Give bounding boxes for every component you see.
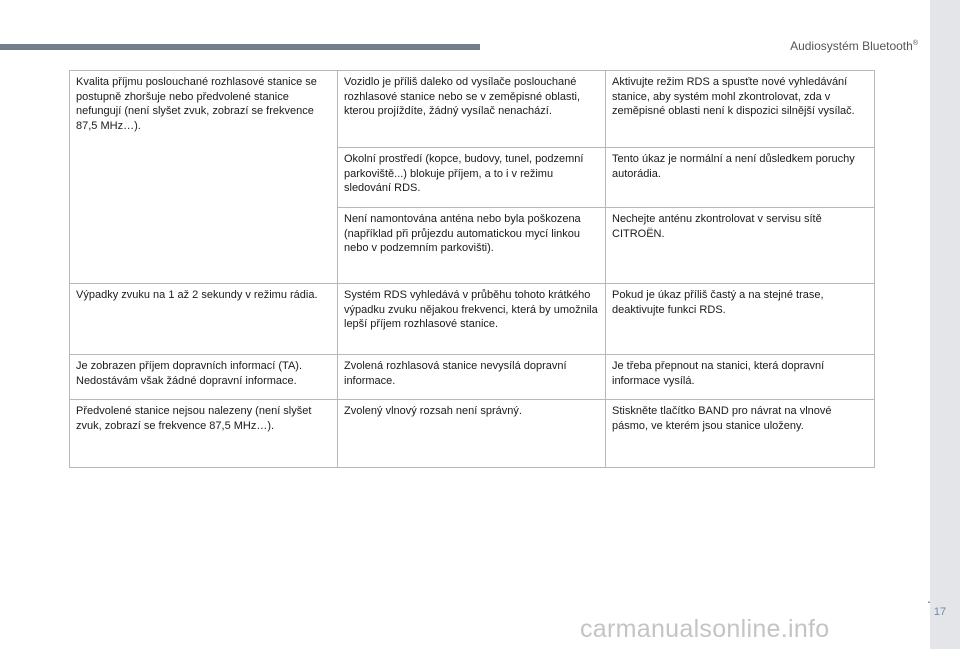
- table-row: [70, 71, 875, 148]
- problem-cell: Předvolené stanice nejsou nalezeny (není slyšet zvuk, zobrazí se frekvence 87,5 MHz…).: [70, 400, 338, 468]
- page-header: [790, 39, 918, 53]
- solution-cell: Pokud je úkaz příliš častý a na stejné trase, deaktivujte funkci RDS.: [606, 284, 875, 355]
- cause-cell: Zvolený vlnový rozsah není správný.: [338, 400, 606, 468]
- watermark: carmanualsonline.info: [580, 615, 830, 643]
- cause-cell: Systém RDS vyhledává v průběhu tohoto krátkého výpadku zvuku nějakou frekvenci, která by umožnila lepší příjem rozhlasové stanice.: [338, 284, 606, 355]
- problem-cell: Výpadky zvuku na 1 až 2 sekundy v režimu rádia.: [70, 284, 338, 355]
- table-row: [70, 284, 875, 355]
- troubleshooting-table: [69, 70, 875, 468]
- cause-cell: Zvolená rozhlasová stanice nevysílá dopravní informace.: [338, 355, 606, 400]
- page-number: 17: [933, 606, 947, 618]
- solution-cell: Nechejte anténu zkontrolovat v servisu sítě CITROËN.: [606, 208, 875, 284]
- solution-cell: Stiskněte tlačítko BAND pro návrat na vlnové pásmo, ve kterém jsou stanice uloženy.: [606, 400, 875, 468]
- problem-cell: Kvalita příjmu poslouchané rozhlasové stanice se postupně zhoršuje nebo předvolené stanice nefungují (není slyšet zvuk, zobrazí se frekvence 87,5 MHz…).: [70, 71, 338, 284]
- cause-cell: Vozidlo je příliš daleko od vysílače poslouchané rozhlasové stanice nebo se v zeměpisné oblasti, kterou projíždíte, žádný vysílač nenachází.: [338, 71, 606, 148]
- solution-cell: Aktivujte režim RDS a spusťte nové vyhledávání stanice, aby systém mohl zkontrolovat, zda v zeměpisné oblasti není k dispozici silnější vysílač.: [606, 71, 875, 148]
- registered-mark: ®: [912, 40, 918, 47]
- solution-cell: Je třeba přepnout na stanici, která dopravní informace vysílá.: [606, 355, 875, 400]
- header-rule: [0, 44, 480, 50]
- solution-cell: Tento úkaz je normální a není důsledkem poruchy autorádia.: [606, 148, 875, 208]
- table-row: [70, 355, 875, 400]
- problem-cell: Je zobrazen příjem dopravních informací (TA). Nedostávám však žádné dopravní informace.: [70, 355, 338, 400]
- page-marker: .: [927, 590, 931, 606]
- page-edge-strip: [930, 0, 960, 649]
- cause-cell: Není namontována anténa nebo byla poškozena (například při průjezdu automatickou mycí linkou nebo v podzemním parkovišti).: [338, 208, 606, 284]
- header-title: Audiosystém Bluetooth: [790, 39, 913, 53]
- cause-cell: Okolní prostředí (kopce, budovy, tunel, podzemní parkoviště...) blokuje příjem, a to i v režimu sledování RDS.: [338, 148, 606, 208]
- table-row: [70, 400, 875, 468]
